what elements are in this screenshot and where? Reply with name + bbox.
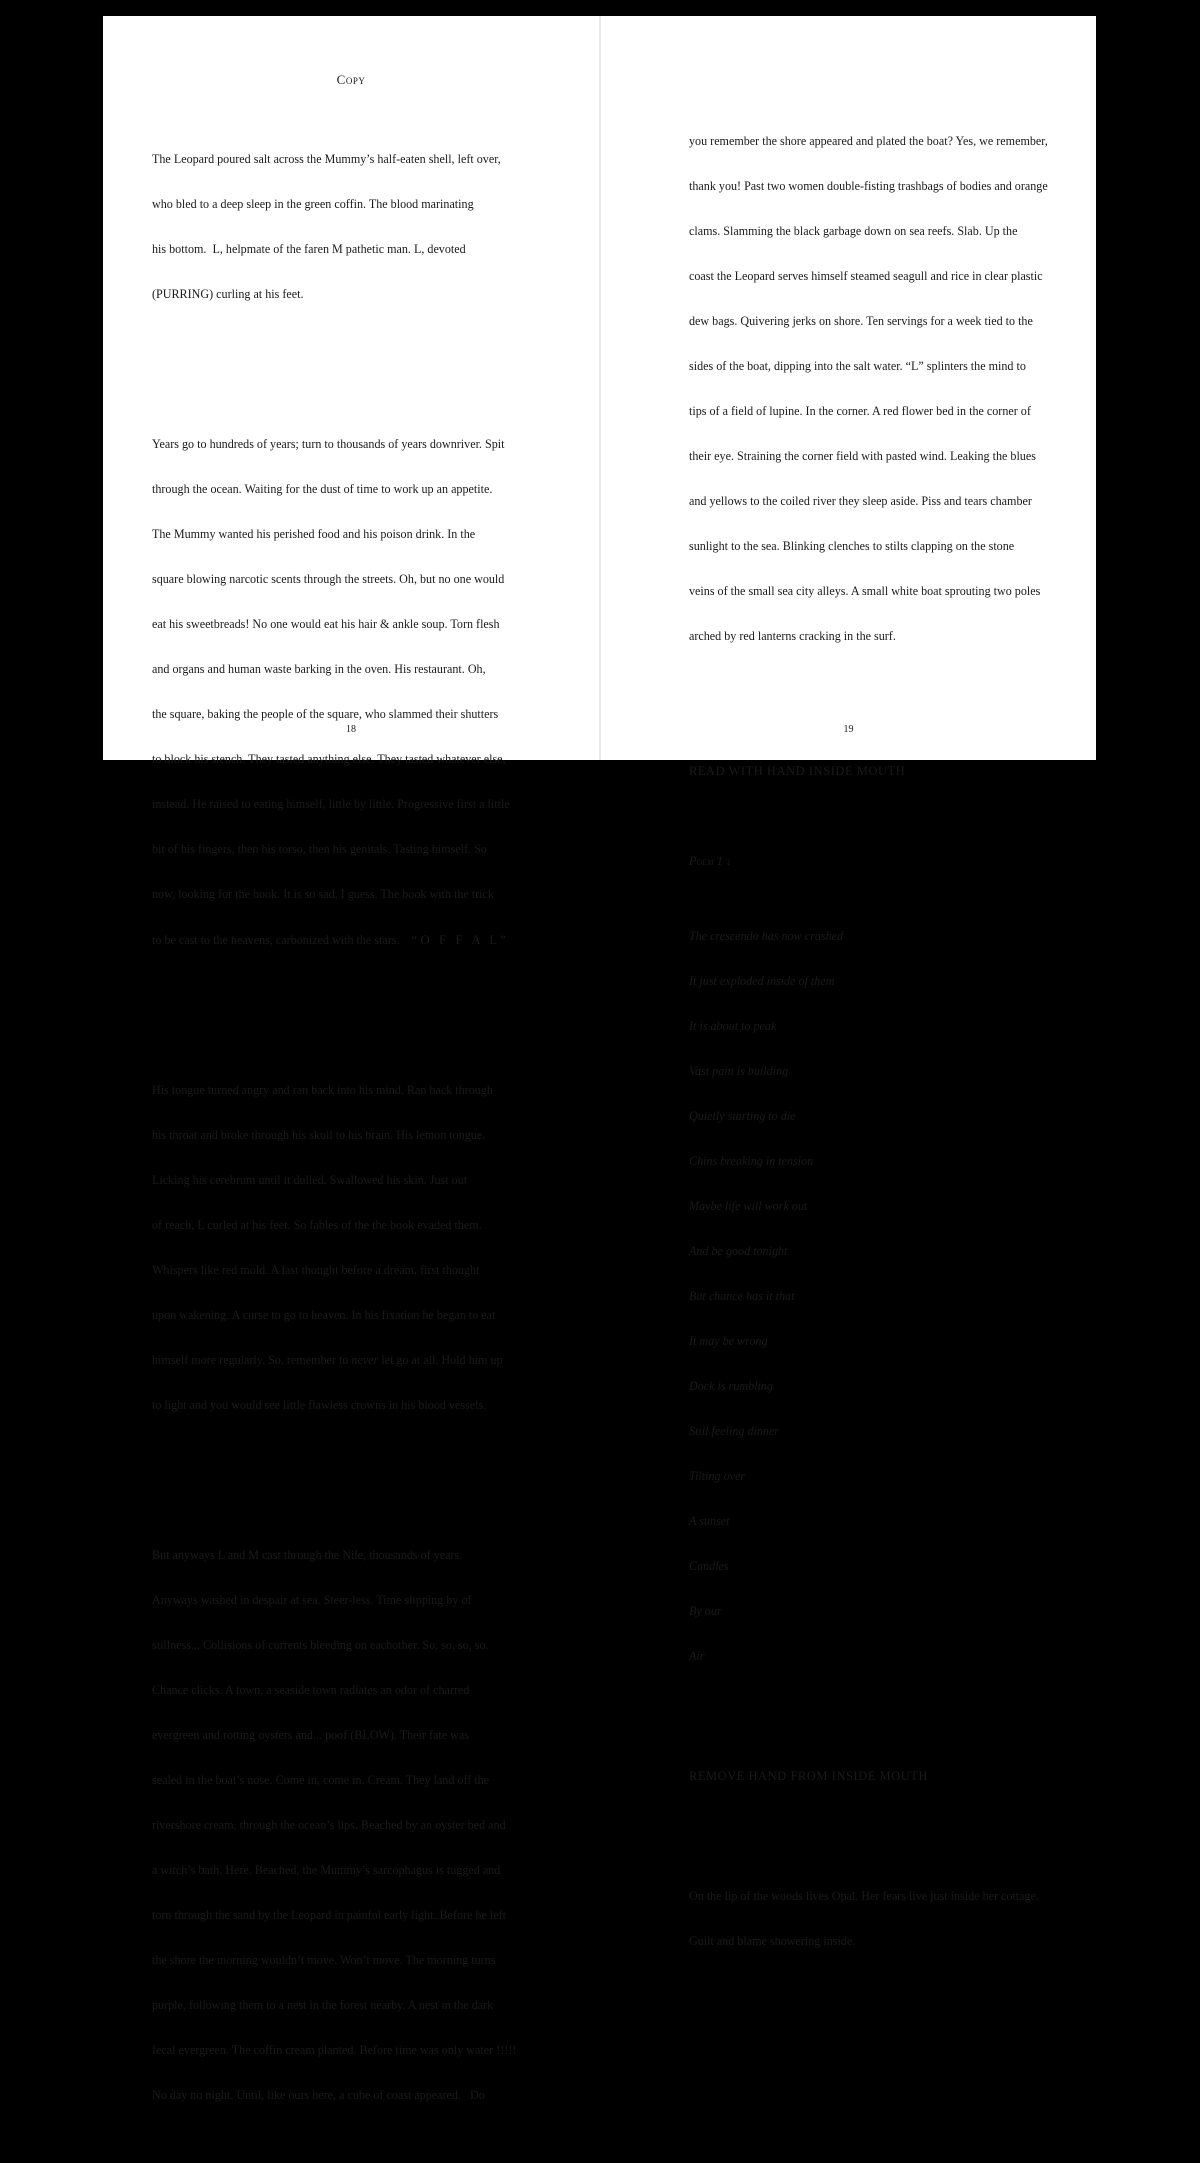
text-line: square blowing narcotic scents through the streets. Oh, but no one would [152, 572, 505, 586]
paragraph-continued [689, 104, 1048, 674]
paragraph-4 [152, 1518, 516, 2133]
text-line: Whispers like red mold. A last thought before a dream, first thought [152, 1263, 480, 1277]
text-line: The Leopard poured salt across the Mummy’s half-eaten shell, left over, [152, 152, 501, 166]
right-text-column [689, 74, 1048, 2009]
text-line: But anyways L and M cast through the Nile, thousands of years. [152, 1548, 463, 1562]
text-line: tips of a field of lupine. In the corner. A red flower bed in the corner of [689, 404, 1031, 418]
poem-line: It is about to peak [689, 1019, 777, 1033]
offal-word: “O F F A L” [411, 932, 509, 947]
poem-line: Maybe life will work out [689, 1199, 808, 1213]
poem-line: Tilting over [689, 1469, 746, 1483]
text-line: their eye. Straining the corner field with pasted wind. Leaking the blues [689, 449, 1036, 463]
text-line [152, 932, 516, 948]
poem-line: It may be wrong [689, 1334, 768, 1348]
poem-line: Vast pain is building [689, 1064, 789, 1078]
text-line: his bottom. L, helpmate of the faren M pathetic man. L, devoted [152, 242, 466, 256]
text-line: bit of his fingers, then his torso, then his genitals. Tasting himself. So [152, 842, 487, 856]
text-line: purple, following them to a nest in the forest nearby. A nest in the dark [152, 1998, 494, 2012]
text-line: sides of the boat, dipping into the salt water. “L” splinters the mind to [689, 359, 1026, 373]
text-line: instead. He raised to eating himself, little by little. Progressive first a little [152, 797, 510, 811]
text-line: who bled to a deep sleep in the green coffin. The blood marinating [152, 197, 474, 211]
emphasis-never: never [351, 1353, 379, 1367]
left-text-column [152, 92, 516, 2163]
text-line: Chance clicks. A town, a seaside town radiates an odor of charred [152, 1683, 470, 1697]
text-line: On the lip of the woods lives Opal. Her fears live just inside her cottage. [689, 1889, 1039, 1903]
text-line: The Mummy wanted his perished food and his poison drink. In the [152, 527, 476, 541]
text-line: Licking his cerebrum until it dulled. Swallowed his skin. Just out [152, 1173, 468, 1187]
paragraph-opal [689, 1859, 1048, 1979]
text-line: sealed in the boat’s nose. Come in, come in. Cream. They land off the [152, 1773, 490, 1787]
poem-line: The crescendo has now crashed [689, 929, 844, 943]
text-line: upon wakening. A curse to go to heaven. In his fixation he began to eat [152, 1308, 496, 1322]
text-line: fecal evergreen. The coffin cream planted. Before time was only water !!!!! [152, 2043, 517, 2057]
text-line: No day no night. Until, like ours here, a cube of coast appeared. Do [152, 2088, 485, 2102]
page-number: 18 [346, 724, 356, 735]
page-title: Copy [336, 72, 366, 87]
text-line: coast the Leopard serves himself steamed seagull and rice in clear plastic [689, 269, 1043, 283]
poem [689, 899, 1048, 1694]
text-line: thank you! Past two women double-fisting trashbags of bodies and orange [689, 179, 1048, 193]
poem-line: By our [689, 1604, 722, 1618]
poem-line: Air [689, 1649, 705, 1663]
poem-line: Candles [689, 1559, 729, 1573]
text-line: to light and you would see little flawless crowns in his blood vessels. [152, 1398, 487, 1412]
text-line: His tongue turned angry and ran back into his mind. Ran back through [152, 1083, 493, 1097]
text-line: torn through the sand by the Leopard in painful early light. Before he left [152, 1908, 506, 1922]
text-line: veins of the small sea city alleys. A small white boat sprouting two poles [689, 584, 1041, 598]
text-line: arched by red lanterns cracking in the surf. [689, 629, 896, 643]
poem-line: And be good tonight [689, 1244, 788, 1258]
text-line: you remember the shore appeared and plated the boat? Yes, we remember, [689, 134, 1048, 148]
text-line: Guilt and blame showering inside. [689, 1934, 856, 1948]
text-line: (PURRING) curling at his feet. [152, 287, 304, 301]
text-line: clams. Slamming the black garbage down on sea reefs. Slab. Up the [689, 224, 1018, 238]
text-line: sunlight to the sea. Blinking clenches to stilts clapping on the stone [689, 539, 1015, 553]
text-line: of reach, L curled at his feet. So fables of the the book evaded them. [152, 1218, 482, 1232]
poem-line: Still feeling dinner [689, 1424, 780, 1438]
poem-line: Chins breaking in tension [689, 1154, 814, 1168]
text-line: the square, baking the people of the square, who slammed their shutters [152, 707, 499, 721]
text-line: the shore the morning wouldn’t move. Won’t move. The morning turns [152, 1953, 496, 1967]
paragraph-1 [152, 122, 516, 332]
poem-line: Quietly starting to die [689, 1109, 796, 1123]
right-page [601, 16, 1096, 1948]
paragraph-2 [152, 407, 516, 978]
poem-line: A sunset [689, 1514, 730, 1528]
text-line [152, 1353, 516, 1368]
text-line: stillness... Collisions of currents bleeding on eachother. So, so, so, so. [152, 1638, 489, 1652]
section-heading-read: READ WITH HAND INSIDE MOUTH [689, 764, 906, 778]
page-number: 19 [843, 724, 854, 735]
text-line: a witch’s bath. Here. Beached, the Mummy’s sarcophagus is tugged and [152, 1863, 501, 1877]
text-line: now, looking for the book. It is so sad, I guess. The book with the trick [152, 887, 494, 901]
text-line: Anyways washed in despair at sea. Steer-less. Time slipping by of [152, 1593, 472, 1607]
section-heading-remove: REMOVE HAND FROM INSIDE MOUTH [689, 1769, 929, 1783]
text-line: dew bags. Quivering jerks on shore. Ten servings for a week tied to the [689, 314, 1033, 328]
poem-line: But chance has it that [689, 1289, 795, 1303]
text-run: to be cast to the heavens, carbonized with the stars. [152, 933, 400, 947]
poem-line: It just exploded inside of them [689, 974, 835, 988]
text-line: through the ocean. Waiting for the dust of time to work up an appetite. [152, 482, 493, 496]
text-run: let go at all. Hold him up [378, 1353, 503, 1367]
text-line: evergreen and rotting oysters and... poof (BLOW). Their fate was [152, 1728, 469, 1742]
text-line: Years go to hundreds of years; turn to thousands of years downriver. Spit [152, 437, 505, 451]
paragraph-3 [152, 1053, 516, 1443]
text-line: eat his sweetbreads! No one would eat his hair & ankle soup. Torn flesh [152, 617, 500, 631]
text-line: his throat and broke through his skull to his brain. His lemon tongue. [152, 1128, 486, 1142]
text-line: rivershore cream, through the ocean’s lips. Beached by an oyster bed and [152, 1818, 506, 1832]
poem-label: Poem 1 ↓ [689, 854, 732, 868]
text-line: and organs and human waste barking in the oven. His restaurant. Oh, [152, 662, 486, 676]
poem-line: Dock is rumbling [689, 1379, 773, 1393]
text-line: to block his stench. They tasted anything else. They tasted whatever else, [152, 752, 506, 766]
text-run: himself more regularly. So, remember to [152, 1353, 352, 1367]
left-page [103, 16, 599, 2102]
text-line: and yellows to the coiled river they sleep aside. Piss and tears chamber [689, 494, 1032, 508]
